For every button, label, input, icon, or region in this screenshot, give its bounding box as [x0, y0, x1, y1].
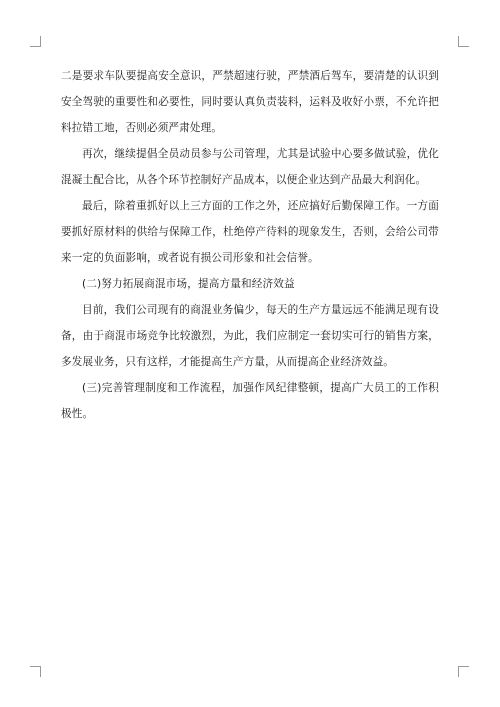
section-heading: (二)努力拓展商混市场，提高方量和经济效益	[82, 278, 295, 290]
paragraph: 二是要求车队要提高安全意识，严禁超速行驶，严禁酒后驾车，要清楚的认识到安全驾驶的重要性和必要性，同时要认真负责装料，运料及收好小票，不允许把料拉错工地，否则必须严肃处理。	[61, 70, 439, 134]
crop-mark-top-left	[30, 36, 41, 47]
paragraph: 最后，除着重抓好以上三方面的工作之外，还应搞好后勤保障工作。一方面要抓好原材料的供给与保障工作，杜绝停产待料的现象发生，否则，会给公司带来一定的负面影响，或者说有损公司形象和社会信誉。	[61, 200, 439, 264]
crop-mark-top-right	[458, 36, 469, 47]
crop-mark-bottom-right	[458, 666, 469, 677]
section-heading: (三)完善管理制度和工作流程，加强作风纪律整顿，提高广大员工的工作积极性。	[61, 382, 439, 420]
paragraph: 再次，继续提倡全员动员参与公司管理，尤其是试验中心要多做试验，优化混凝土配合比，从各个环节控制好产品成本，以便企业达到产品最大利润化。	[61, 148, 439, 186]
document-body	[61, 63, 439, 427]
crop-mark-bottom-left	[30, 666, 41, 677]
paragraph: 目前，我们公司现有的商混业务偏少，每天的生产方量远远不能满足现有设备，由于商混市场竞争比较激烈，为此，我们应制定一套切实可行的销售方案，多发展业务，只有这样，才能提高生产方量，从而提高企业经济效益。	[61, 304, 439, 368]
